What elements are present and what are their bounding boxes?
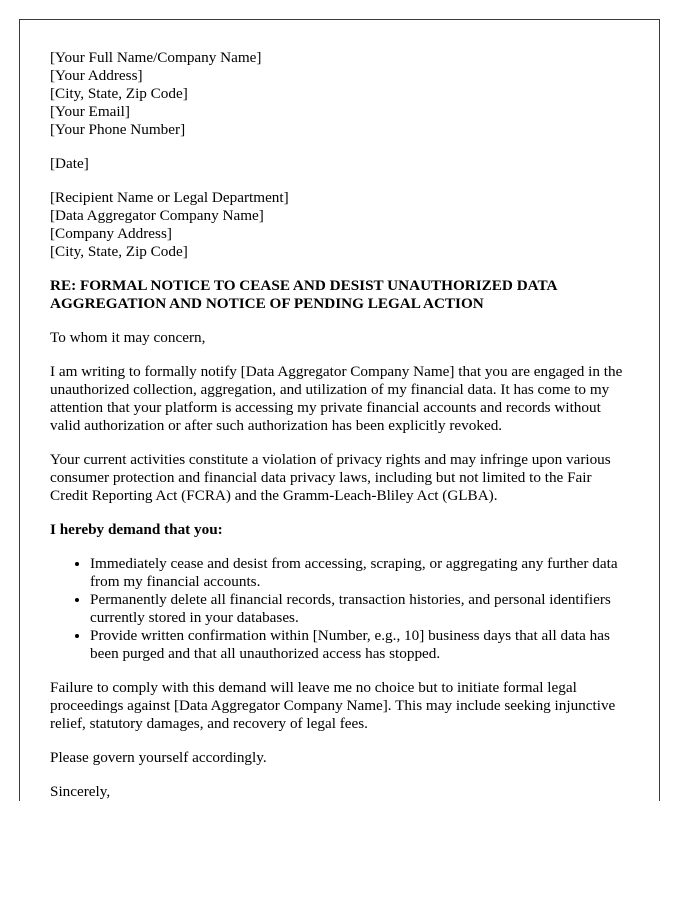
closing-paragraph-2: Please govern yourself accordingly. <box>50 749 267 766</box>
sender-phone: [Your Phone Number] <box>50 121 186 138</box>
recipient-company: [Data Aggregator Company Name] <box>50 207 264 224</box>
date-line <box>50 155 629 173</box>
recipient-address: [Company Address] <box>50 225 172 242</box>
sender-name: [Your Full Name/Company Name] <box>50 49 262 66</box>
demand-heading: I hereby demand that you: <box>50 521 223 538</box>
demand-list <box>50 555 629 663</box>
body-paragraph-2: Your current activities constitute a violation of privacy rights and may infringe upon various consumer protection and financial data privacy laws, including but not limited to the Fair Credit Reporting Act (FCRA) and the Gramm-Leach-Bliley Act (GLBA). <box>50 451 611 504</box>
demand-item-1: • Immediately cease and desist from accessing, scraping, or aggregating any further data from my financial accounts. <box>90 555 629 591</box>
sender-email: [Your Email] <box>50 103 130 120</box>
demand-item-2: • Permanently delete all financial records, transaction histories, and personal identifiers currently stored in your databases. <box>90 591 629 627</box>
subject-line: RE: FORMAL NOTICE TO CEASE AND DESIST UNAUTHORIZED DATA AGGREGATION AND NOTICE OF PENDING LEGAL ACTION <box>50 277 557 312</box>
sender-block <box>50 49 629 139</box>
sender-address: [Your Address] <box>50 67 143 84</box>
demand-item-3: • Provide written confirmation within [Number, e.g., 10] business days that all data has been purged and that all unauthorized access has stopped. <box>90 627 629 663</box>
body-paragraph-1: I am writing to formally notify [Data Aggregator Company Name] that you are engaged in the unauthorized collection, aggregation, and utilization of my financial data. It has come to my attention that your platform is accessing my private financial accounts and records without valid authorization or after such authorization has been explicitly revoked. <box>50 363 623 434</box>
letter-page <box>19 19 660 801</box>
sign-off: Sincerely, <box>50 783 111 800</box>
salutation: To whom it may concern, <box>50 329 206 346</box>
recipient-city-state-zip: [City, State, Zip Code] <box>50 243 188 260</box>
recipient-name: [Recipient Name or Legal Department] <box>50 189 289 206</box>
letter-date: [Date] <box>50 155 89 172</box>
closing-paragraph-1: Failure to comply with this demand will leave me no choice but to initiate formal legal proceedings against [Data Aggregator Company Name]. This may include seeking injunctive relief, statutory damages, and recovery of legal fees. <box>50 679 616 732</box>
recipient-block <box>50 189 629 261</box>
sender-city-state-zip: [City, State, Zip Code] <box>50 85 188 102</box>
